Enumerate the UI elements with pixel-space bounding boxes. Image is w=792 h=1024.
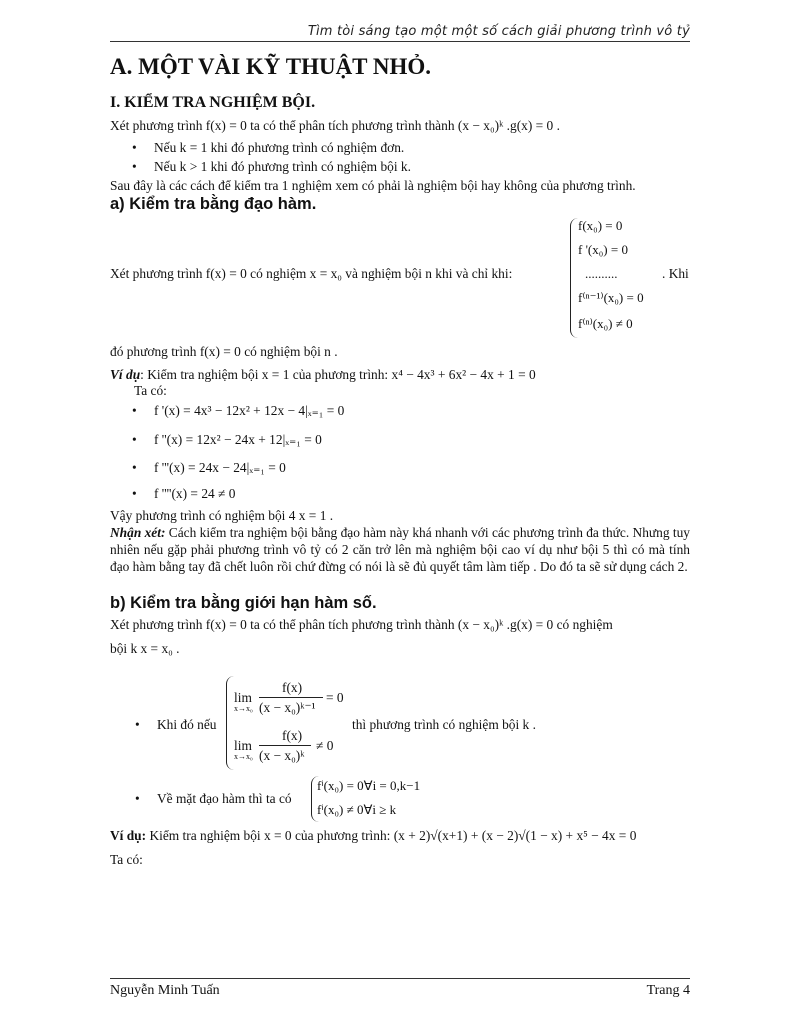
conclusion-1: Vậy phương trình có nghiệm bội 4 x = 1 . (110, 508, 334, 523)
condition-line-5: f⁽ⁿ⁾(x₀) ≠ 0 (578, 316, 633, 331)
derivative-condition-1: fⁱ(x₀) = 0∀i = 0,k−1 (317, 778, 421, 793)
derivative-condition-2: fⁱ(x₀) ≠ 0∀i ≥ k (317, 802, 397, 817)
limit-conclusion: thì phương trình có nghiệm bội k . (352, 717, 536, 732)
lim2-numerator: f(x) (282, 728, 303, 743)
section-title-a: A. MỘT VÀI KỸ THUẬT NHỎ. (110, 54, 431, 79)
lim1-numerator: f(x) (282, 680, 303, 695)
footer-author: Nguyễn Minh Tuấn (110, 983, 220, 998)
page-footer (110, 978, 690, 999)
lim1-denominator: (x − x₀)ᵏ⁻¹ (259, 700, 316, 715)
example-2-text: Kiểm tra nghiệm bội x = 0 của phương trình: (x + 2)√(x+1) + (x − 2)√(1 − x) + x⁵ − 4x = 0 (146, 828, 637, 843)
example-2-label: Ví dụ: (110, 828, 147, 843)
lim-word-1: lim (234, 690, 252, 705)
remark-paragraph (110, 524, 690, 575)
remark-label: Nhận xét: (110, 525, 166, 540)
paragraph-3: Xét phương trình f(x) = 0 có nghiệm x = x₀ và nghiệm bội n khi và chỉ khi: (110, 266, 513, 281)
derivative-3: • f '''(x) = 24x − 24|ₓ₌₁ = 0 (154, 460, 286, 476)
running-header: Tìm tòi sáng tạo một một số cách giải phương trình vô tỷ (110, 24, 690, 42)
paragraph-4: đó phương trình f(x) = 0 có nghiệm bội n . (110, 344, 338, 359)
paragraph-3-end: . Khi (662, 266, 689, 281)
subsection-a-title: a) Kiểm tra bằng đạo hàm. (110, 195, 317, 213)
condition-line-1: f(x₀) = 0 (578, 218, 623, 233)
lim-sub-2: x→x₀ (234, 752, 253, 761)
paragraph-1: Xét phương trình f(x) = 0 ta có thể phân tích phương trình thành (x − x₀)ᵏ .g(x) = 0 . (110, 118, 560, 133)
lim2-result: ≠ 0 (316, 738, 334, 753)
condition-line-4: f⁽ⁿ⁻¹⁾(x₀) = 0 (578, 290, 644, 305)
remark-text: Cách kiểm tra nghiệm bội bằng đạo hàm này khá nhanh với các phương trình đa thức. Nhưng tuy nhiên nếu gặp phải phương trình vô tỷ có 2 căn trở lên mà nghiệm bội cao ví dụ như bội 5 thì có mà tính đạo hàm bằng tay đã chết luôn rồi chứ đừng có nói là sẽ đủ quyết tâm làm tiếp . Do đó ta sẽ sử dụng cách 2. (110, 525, 691, 574)
subsection-b-title: b) Kiểm tra bằng giới hạn hàm số. (110, 594, 377, 612)
example-2 (110, 828, 636, 844)
lim2-denominator: (x − x₀)ᵏ (259, 748, 305, 763)
bullet-derivative-view: • Về mặt đạo hàm thì ta có (157, 791, 292, 807)
ta-co-1: Ta có: (134, 383, 167, 398)
section-title-i: I. KIỂM TRA NGHIỆM BỘI. (110, 94, 316, 111)
ta-co-2: Ta có: (110, 852, 143, 867)
example-1-label: Ví dụ (110, 367, 141, 382)
bullet-simple-root: • Nếu k = 1 khi đó phương trình có nghiệm đơn. (154, 140, 404, 156)
condition-line-2: f '(x₀) = 0 (578, 242, 628, 257)
derivative-4: • f ''''(x) = 24 ≠ 0 (154, 486, 235, 502)
derivative-1: • f '(x) = 4x³ − 12x² + 12x − 4|ₓ₌₁ = 0 (154, 403, 344, 419)
paragraph-6: Xét phương trình f(x) = 0 ta có thể phân tích phương trình thành (x − x₀)ᵏ .g(x) = 0 có nghiệm (110, 617, 613, 632)
fraction-bar-2 (259, 745, 311, 746)
paragraph-2: Sau đây là các cách để kiểm tra 1 nghiệm xem có phải là nghiệm bội hay không của phương trình. (110, 178, 636, 193)
paragraph-6b: bội k x = x₀ . (110, 641, 180, 656)
lim1-result: = 0 (326, 690, 344, 705)
condition-line-3: .......... (585, 266, 618, 281)
lim-sub-1: x→x₀ (234, 704, 253, 713)
bullet-multiple-root: • Nếu k > 1 khi đó phương trình có nghiệm bội k. (154, 159, 411, 175)
bullet-limit: • Khi đó nếu (157, 717, 217, 733)
footer-page-number: Trang 4 (646, 983, 690, 998)
example-1-text: : Kiểm tra nghiệm bội x = 1 của phương trình: x⁴ − 4x³ + 6x² − 4x + 1 = 0 (140, 367, 536, 382)
fraction-bar-1 (259, 697, 323, 698)
derivative-2: • f ''(x) = 12x² − 24x + 12|ₓ₌₁ = 0 (154, 432, 322, 448)
example-1 (110, 367, 536, 383)
lim-word-2: lim (234, 738, 252, 753)
